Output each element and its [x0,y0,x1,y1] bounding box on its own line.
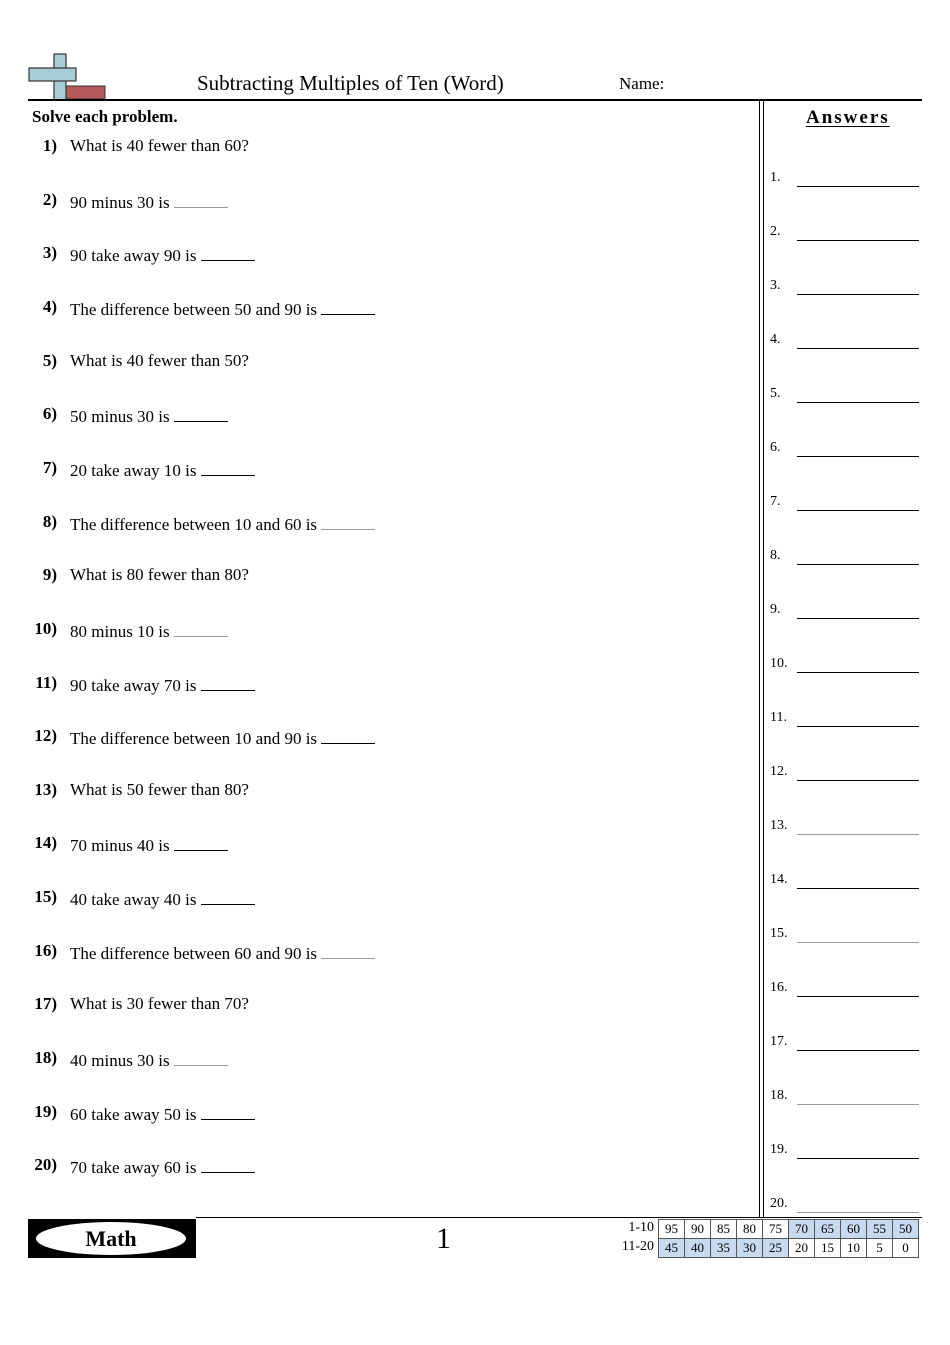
answer-number: 6. [770,440,781,455]
answer-line[interactable] [797,348,919,349]
problem-blank[interactable] [201,673,255,691]
answer-item [770,872,920,892]
score-cell: 70 [789,1220,815,1239]
answer-item [770,656,920,676]
problem-blank[interactable] [201,243,255,261]
answer-item [770,1196,920,1216]
score-row [659,1239,919,1258]
problem-text: The difference between 50 and 90 is [70,299,318,319]
problem-text: 70 take away 60 is [70,1158,197,1178]
problem-text: What is 80 fewer than 80? [70,565,249,585]
problem-number: 5) [42,350,57,370]
problem-text: 50 minus 30 is [70,407,170,427]
header-divider [28,99,922,101]
problem-blank[interactable] [201,1102,255,1120]
answer-number: 17. [770,1034,788,1049]
problem-text: 90 take away 90 is [70,246,197,266]
problem-number: 14) [34,833,57,853]
instructions: Solve each problem. [32,107,178,126]
problem-text: 60 take away 50 is [70,1104,197,1124]
problem-blank[interactable] [174,190,228,208]
answer-line[interactable] [797,240,919,241]
answer-number: 19. [770,1142,788,1157]
answer-item [770,494,920,514]
answer-number: 14. [770,872,788,887]
score-cell: 10 [841,1239,867,1258]
score-cell: 85 [711,1220,737,1239]
problem-text-wrap [70,1155,255,1178]
problem-text-wrap [70,243,255,266]
problem-text: 40 minus 30 is [70,1051,170,1071]
score-table [658,1219,919,1258]
problem-number: 11) [35,672,57,692]
answers-title: Answers [806,107,890,128]
answer-item [770,818,920,838]
answer-number: 16. [770,980,788,995]
problem-text-wrap [70,404,228,427]
score-cell: 55 [867,1220,893,1239]
score-cell: 95 [659,1220,685,1239]
footer-divider [196,1217,922,1218]
answer-item [770,710,920,730]
problem-text: The difference between 10 and 60 is [70,514,318,534]
answer-line[interactable] [797,834,919,835]
answer-line[interactable] [797,1158,919,1159]
answer-line[interactable] [797,294,919,295]
problem-text-wrap [70,458,255,481]
problem-blank[interactable] [321,512,375,530]
problem-text: 90 minus 30 is [70,192,170,212]
problem-text: The difference between 10 and 90 is [70,729,318,749]
brand-label: Math [36,1222,186,1255]
problem-number: 4) [42,296,57,316]
problem-number: 13) [34,779,57,799]
problem-text-wrap [70,190,228,213]
answer-number: 20. [770,1196,788,1211]
answer-number: 4. [770,332,781,347]
problem-text-wrap [70,297,375,320]
answer-line[interactable] [797,618,919,619]
worksheet-title: Subtracting Multiples of Ten (Word) [197,71,504,95]
score-cell: 30 [737,1239,763,1258]
problem-blank[interactable] [321,297,375,315]
answer-number: 3. [770,278,781,293]
answer-item [770,224,920,244]
score-cell: 5 [867,1239,893,1258]
problem-text: 70 minus 40 is [70,836,170,856]
answer-item [770,926,920,946]
problem-number: 20) [34,1155,57,1175]
problem-text-wrap [70,780,249,800]
problem-text-wrap [70,726,375,749]
problem-text: 40 take away 40 is [70,890,197,910]
problem-number: 19) [34,1101,57,1121]
answer-line[interactable] [797,1104,919,1105]
problem-blank[interactable] [201,1155,255,1173]
problem-number: 12) [34,726,57,746]
answer-line[interactable] [797,1050,919,1051]
answer-item [770,1034,920,1054]
problem-text-wrap [70,1102,255,1125]
problem-text-wrap [70,565,249,585]
problem-number: 18) [34,1048,57,1068]
score-cell: 50 [893,1220,919,1239]
score-cell: 80 [737,1220,763,1239]
problem-text: What is 50 fewer than 80? [70,779,249,799]
score-cell: 35 [711,1239,737,1258]
problem-number: 10) [34,618,57,638]
answer-number: 12. [770,764,788,779]
problem-text: The difference between 60 and 90 is [70,943,318,963]
problem-text-wrap [70,833,228,856]
answer-number: 18. [770,1088,788,1103]
name-label: Name: [619,74,665,93]
score-cell: 65 [815,1220,841,1239]
problem-text-wrap [70,512,375,535]
score-cell: 20 [789,1239,815,1258]
answer-item [770,170,920,190]
score-cell: 15 [815,1239,841,1258]
problem-number: 15) [34,887,57,907]
problem-blank[interactable] [321,941,375,959]
problem-text-wrap [70,673,255,696]
score-cell: 0 [893,1239,919,1258]
answer-item [770,440,920,460]
answer-item [770,980,920,1000]
problem-text-wrap [70,941,375,964]
answer-line[interactable] [797,780,919,781]
answer-line[interactable] [797,888,919,889]
answer-item [770,332,920,352]
math-brand-badge [28,1219,196,1258]
answer-number: 1. [770,170,781,185]
answer-item [770,548,920,568]
answer-number: 2. [770,224,781,239]
answer-number: 9. [770,602,781,617]
answer-number: 5. [770,386,781,401]
answer-number: 7. [770,494,781,509]
problem-number: 9) [42,565,57,585]
problem-blank[interactable] [201,887,255,905]
answer-item [770,602,920,622]
problem-blank[interactable] [174,619,228,637]
problem-number: 8) [42,511,57,531]
answer-number: 8. [770,548,781,563]
problem-number: 6) [42,404,57,424]
score-row2-label: 11-20 [621,1239,654,1254]
problem-text-wrap [70,619,228,642]
problem-blank[interactable] [174,833,228,851]
answer-item [770,764,920,784]
answer-line[interactable] [797,1212,919,1213]
problem-text: 20 take away 10 is [70,460,197,480]
math-plus-logo-icon [28,53,108,101]
problem-number: 1) [42,136,57,155]
answer-line[interactable] [797,726,919,727]
answer-line[interactable] [797,456,919,457]
problem-text-wrap [70,351,249,371]
answer-item [770,1088,920,1108]
answer-number: 10. [770,656,788,671]
column-divider-right [763,101,764,1218]
problem-blank[interactable] [174,1048,228,1066]
problem-blank[interactable] [201,458,255,476]
problem-text: 80 minus 10 is [70,621,170,641]
answer-number: 11. [770,710,787,725]
score-cell: 60 [841,1220,867,1239]
answer-line[interactable] [797,996,919,997]
answer-line[interactable] [797,942,919,943]
answer-item [770,1142,920,1162]
problem-text-wrap [70,136,249,156]
answer-line[interactable] [797,510,919,511]
problem-text: What is 40 fewer than 50? [70,350,249,370]
answer-line[interactable] [797,564,919,565]
problem-text: What is 30 fewer than 70? [70,994,249,1014]
page-number: 1 [436,1222,451,1255]
problem-number: 7) [42,457,57,477]
answer-line[interactable] [797,402,919,403]
score-row1-label: 1-10 [628,1220,654,1235]
answer-number: 13. [770,818,788,833]
answer-line[interactable] [797,672,919,673]
score-cell: 40 [685,1239,711,1258]
problem-number: 3) [42,243,57,263]
problem-text: What is 40 fewer than 60? [70,136,249,155]
answer-item [770,386,920,406]
score-cell: 75 [763,1220,789,1239]
answer-number: 15. [770,926,788,941]
answer-item [770,278,920,298]
answer-line[interactable] [797,186,919,187]
problem-text: 90 take away 70 is [70,675,197,695]
score-cell: 45 [659,1239,685,1258]
problem-number: 2) [42,189,57,209]
problem-number: 16) [34,940,57,960]
score-cell: 90 [685,1220,711,1239]
problem-text-wrap [70,887,255,910]
problem-number: 17) [34,994,57,1014]
column-divider-left [759,101,760,1218]
score-cell: 25 [763,1239,789,1258]
problem-text-wrap [70,1048,228,1071]
problem-blank[interactable] [321,726,375,744]
score-row [659,1220,919,1239]
problem-blank[interactable] [174,404,228,422]
problem-text-wrap [70,994,249,1014]
